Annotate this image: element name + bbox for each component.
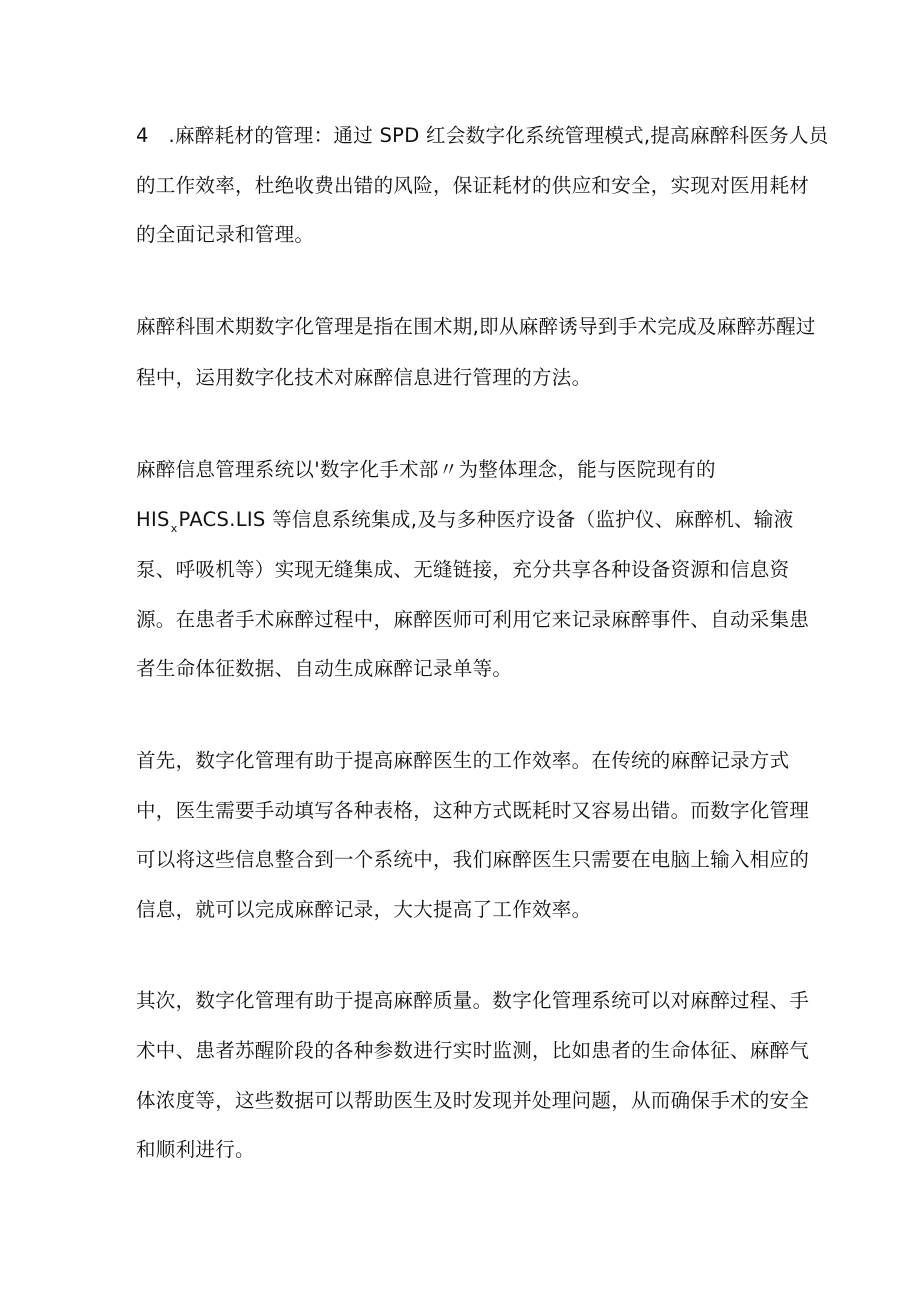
text-line-rest: PACS.LIS 等信息系统集成,及与多种医疗设备（监护仪、麻醉机、输液 [178,508,794,531]
text-line: 程中，运用数字化技术对麻醉信息进行管理的方法。 [136,366,592,389]
text-line: 4 .麻醉耗材的管理：通过 SPD 红会数字化系统管理模式,提高麻醉科医务人员 [136,124,829,147]
text-line: 者生命体征数据、自动生成麻醉记录单等。 [136,657,513,680]
text-line: 麻醉科围术期数字化管理是指在围术期,即从麻醉诱导到手术完成及麻醉苏醒过 [136,315,816,338]
text-line: 其次，数字化管理有助于提高麻醉质量。数字化管理系统可以对麻醉过程、手 [136,989,810,1012]
his-prefix: HIS [136,508,170,531]
text-line: 首先，数字化管理有助于提高麻醉医生的工作效率。在传统的麻醉记录方式 [136,749,790,772]
text-line: 的工作效率，杜绝收费出错的风险，保证耗材的供应和安全，实现对医用耗材 [136,174,810,197]
his-subscript: x [170,522,178,535]
text-line: 泵、呼吸机等）实现无缝集成、无缝链接，充分共享各种设备资源和信息资 [136,558,790,581]
text-line: 可以将这些信息整合到一个系统中，我们麻醉医生只需要在电脑上输入相应的 [136,848,810,871]
text-line: 中，医生需要手动填写各种表格，这种方式既耗时又容易出错。而数字化管理 [136,799,810,822]
text-line [136,506,793,537]
text-line: 和顺利进行。 [136,1138,255,1161]
text-line: 体浓度等，这些数据可以帮助医生及时发现并处理问题，从而确保手术的安全 [136,1089,810,1112]
text-line: 源。在患者手术麻醉过程中，麻醉医师可利用它来记录麻醉事件、自动采集患 [136,608,810,631]
text-line: 术中、患者苏醒阶段的各种参数进行实时监测，比如患者的生命体征、麻醉气 [136,1039,810,1062]
text-line: 信息，就可以完成麻醉记录，大大提高了工作效率。 [136,898,592,921]
text-line: 的全面记录和管理。 [136,223,315,246]
text-line: 麻醉信息管理系统以'数字化手术部〃为整体理念，能与医院现有的 [136,458,716,481]
